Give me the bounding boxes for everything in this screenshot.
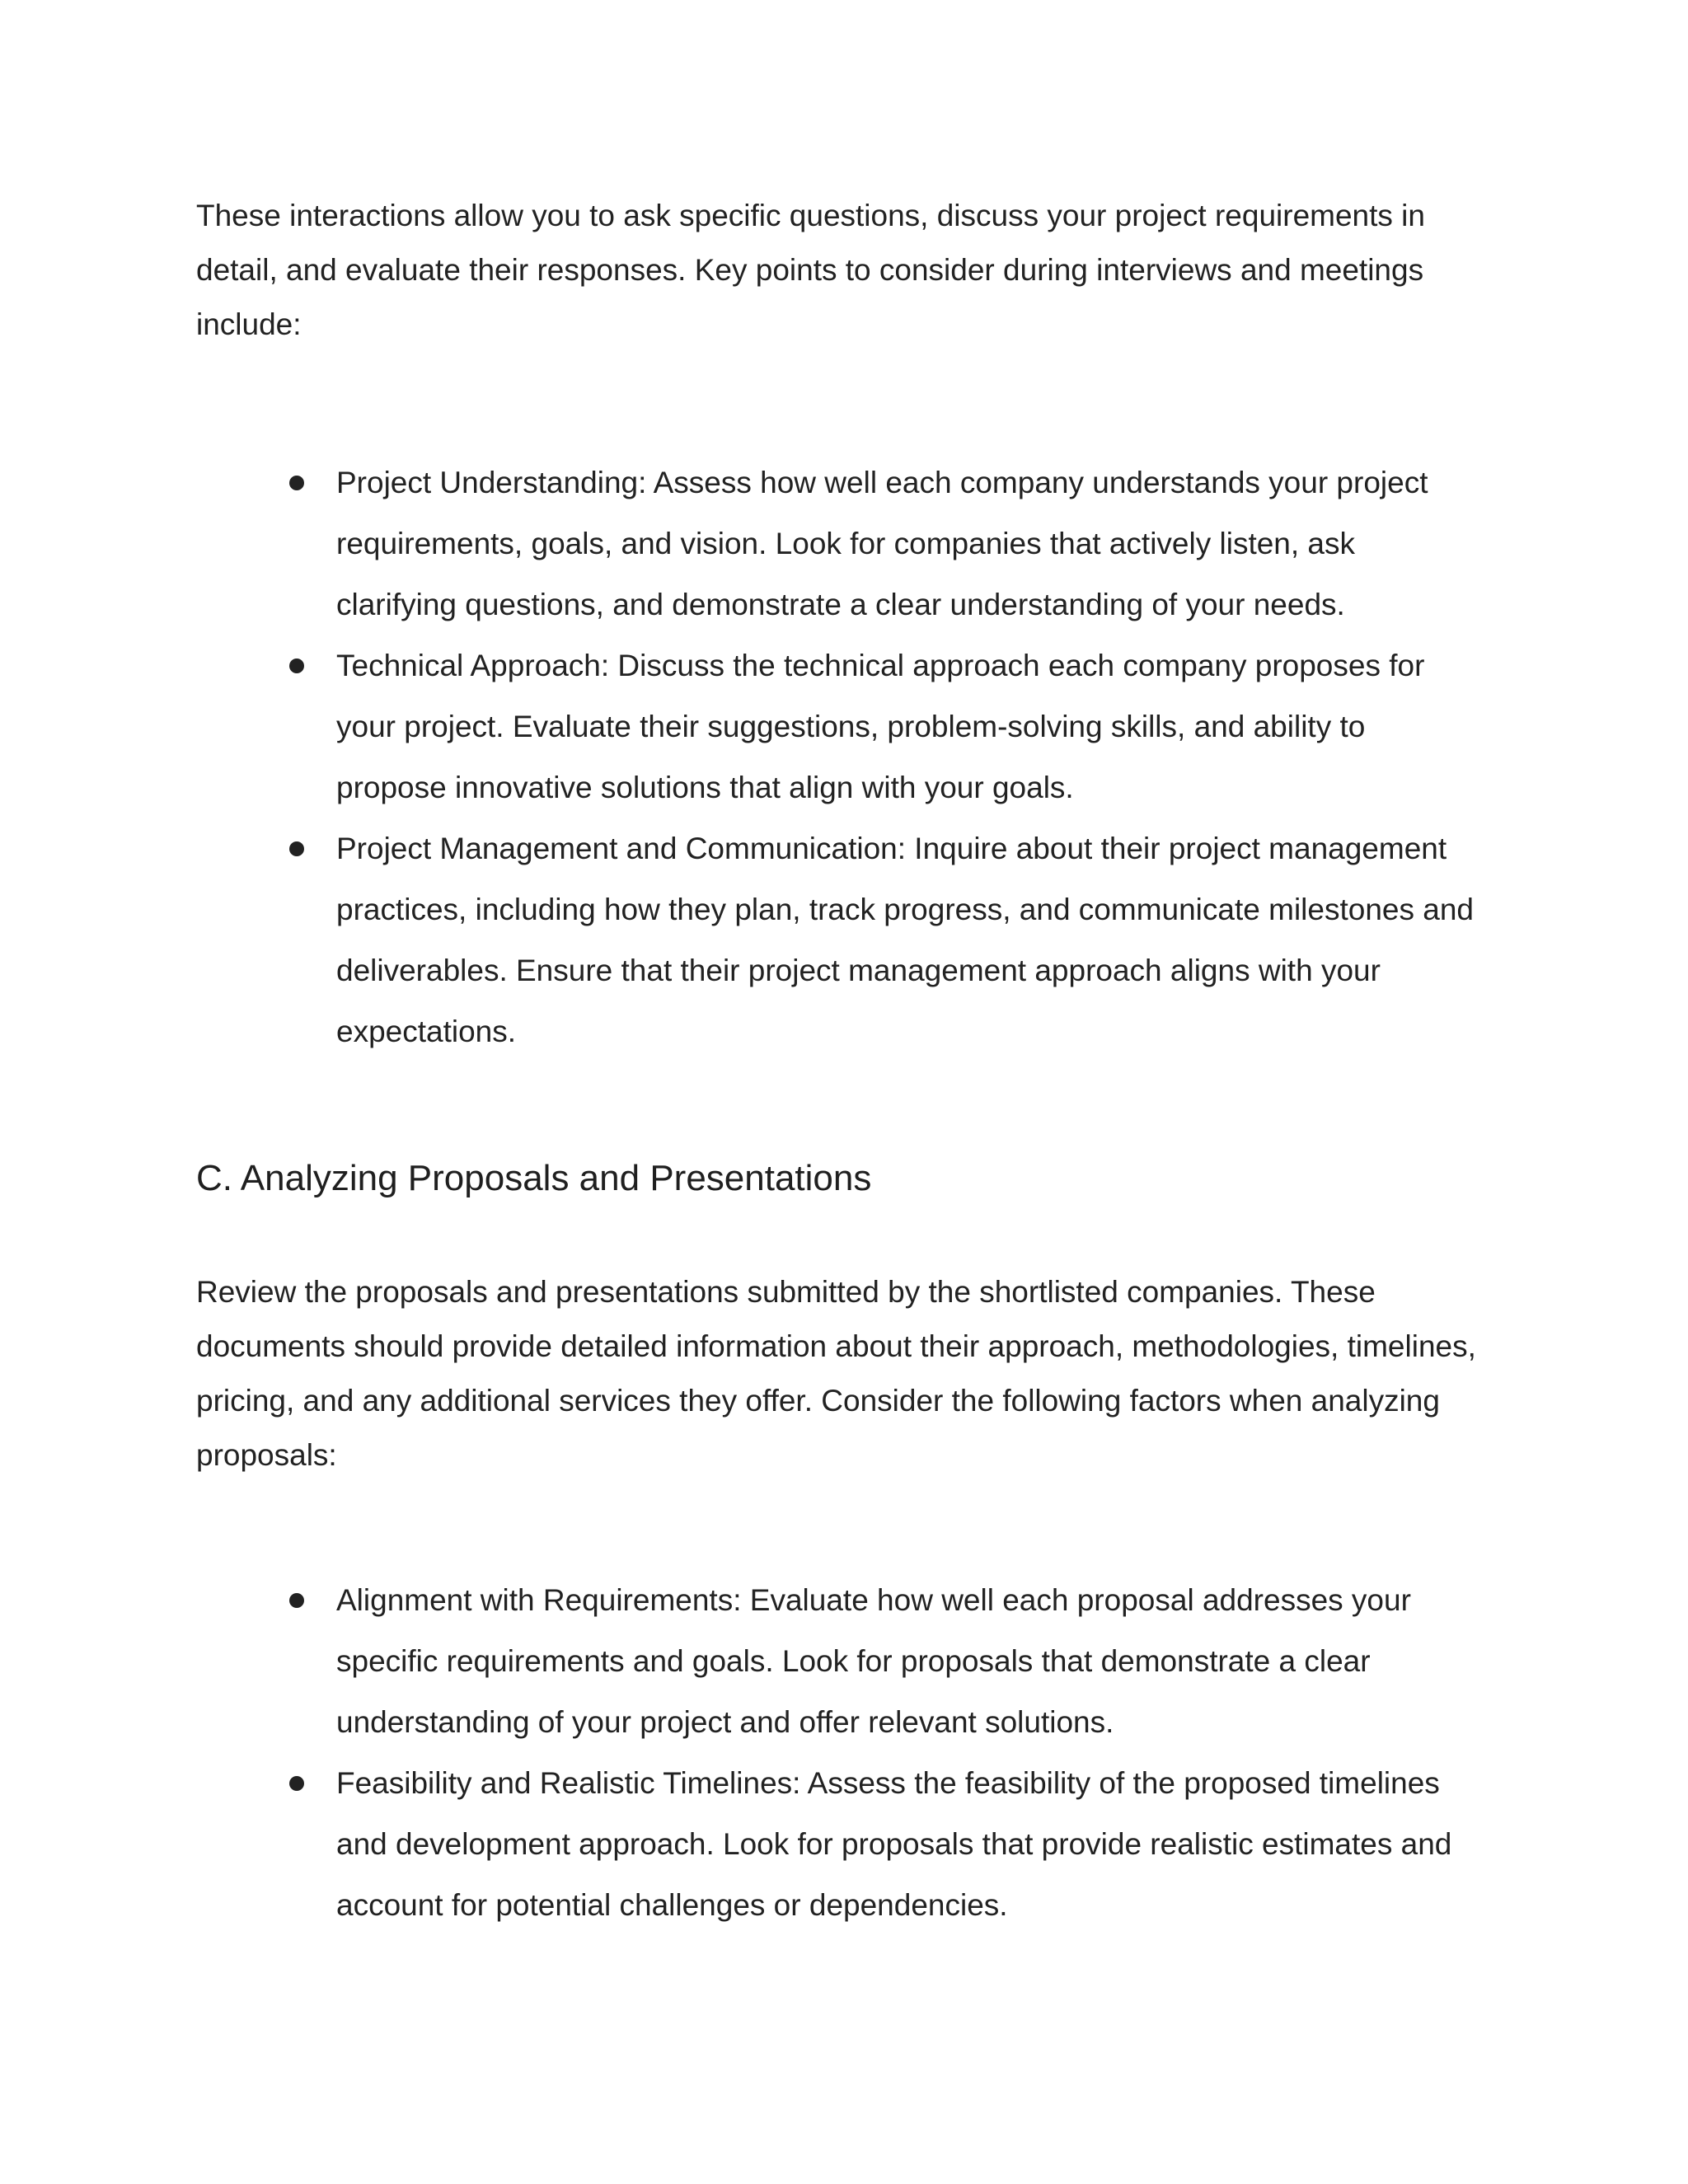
interview-points-list	[0, 452, 1688, 1062]
intro-paragraph: These interactions allow you to ask specific questions, discuss your project requirements in detail, and evaluate their responses. Key points to consider during interviews and meetings include:	[196, 199, 1425, 341]
section-heading: C. Analyzing Proposals and Presentations	[196, 1158, 872, 1198]
section-paragraph: Review the proposals and presentations submitted by the shortlisted companies. These documents should provide detailed information about their approach, methodologies, timelines, pricing, and any additional services they offer. Consider the following factors when analyzing proposals:	[196, 1275, 1476, 1472]
list-item	[0, 1570, 1474, 1753]
list-item	[0, 818, 1474, 1062]
list-item	[0, 452, 1474, 635]
list-item-text: Project Management and Communication: Inquire about their project management practices, including how they plan, track progress, and communicate milestones and deliverables. Ensure that their project management approach aligns with your expectations.	[336, 832, 1474, 1048]
bullet-icon	[289, 1593, 304, 1608]
list-item-text: Technical Approach: Discuss the technical approach each company proposes for your project. Evaluate their suggestions, problem-solving skills, and ability to propose innovative solutions that align with your goals.	[336, 649, 1425, 804]
list-item-text: Feasibility and Realistic Timelines: Assess the feasibility of the proposed timelines and development approach. Look for proposals that provide realistic estimates and account for potential challenges or dependencies.	[336, 1766, 1452, 1922]
list-item-text: Alignment with Requirements: Evaluate how well each proposal addresses your specific requirements and goals. Look for proposals that demonstrate a clear understanding of your project and offer relevant solutions.	[336, 1583, 1411, 1739]
list-item	[0, 635, 1474, 818]
proposal-factors-list	[0, 1570, 1688, 1936]
bullet-icon	[289, 1776, 304, 1791]
list-item-text: Project Understanding: Assess how well each company understands your project requirements, goals, and vision. Look for companies that actively listen, ask clarifying questions, and demonstrate a clear understanding of your needs.	[336, 466, 1428, 621]
bullet-icon	[289, 658, 304, 673]
bullet-icon	[289, 841, 304, 856]
bullet-icon	[289, 476, 304, 490]
list-item	[0, 1753, 1474, 1936]
